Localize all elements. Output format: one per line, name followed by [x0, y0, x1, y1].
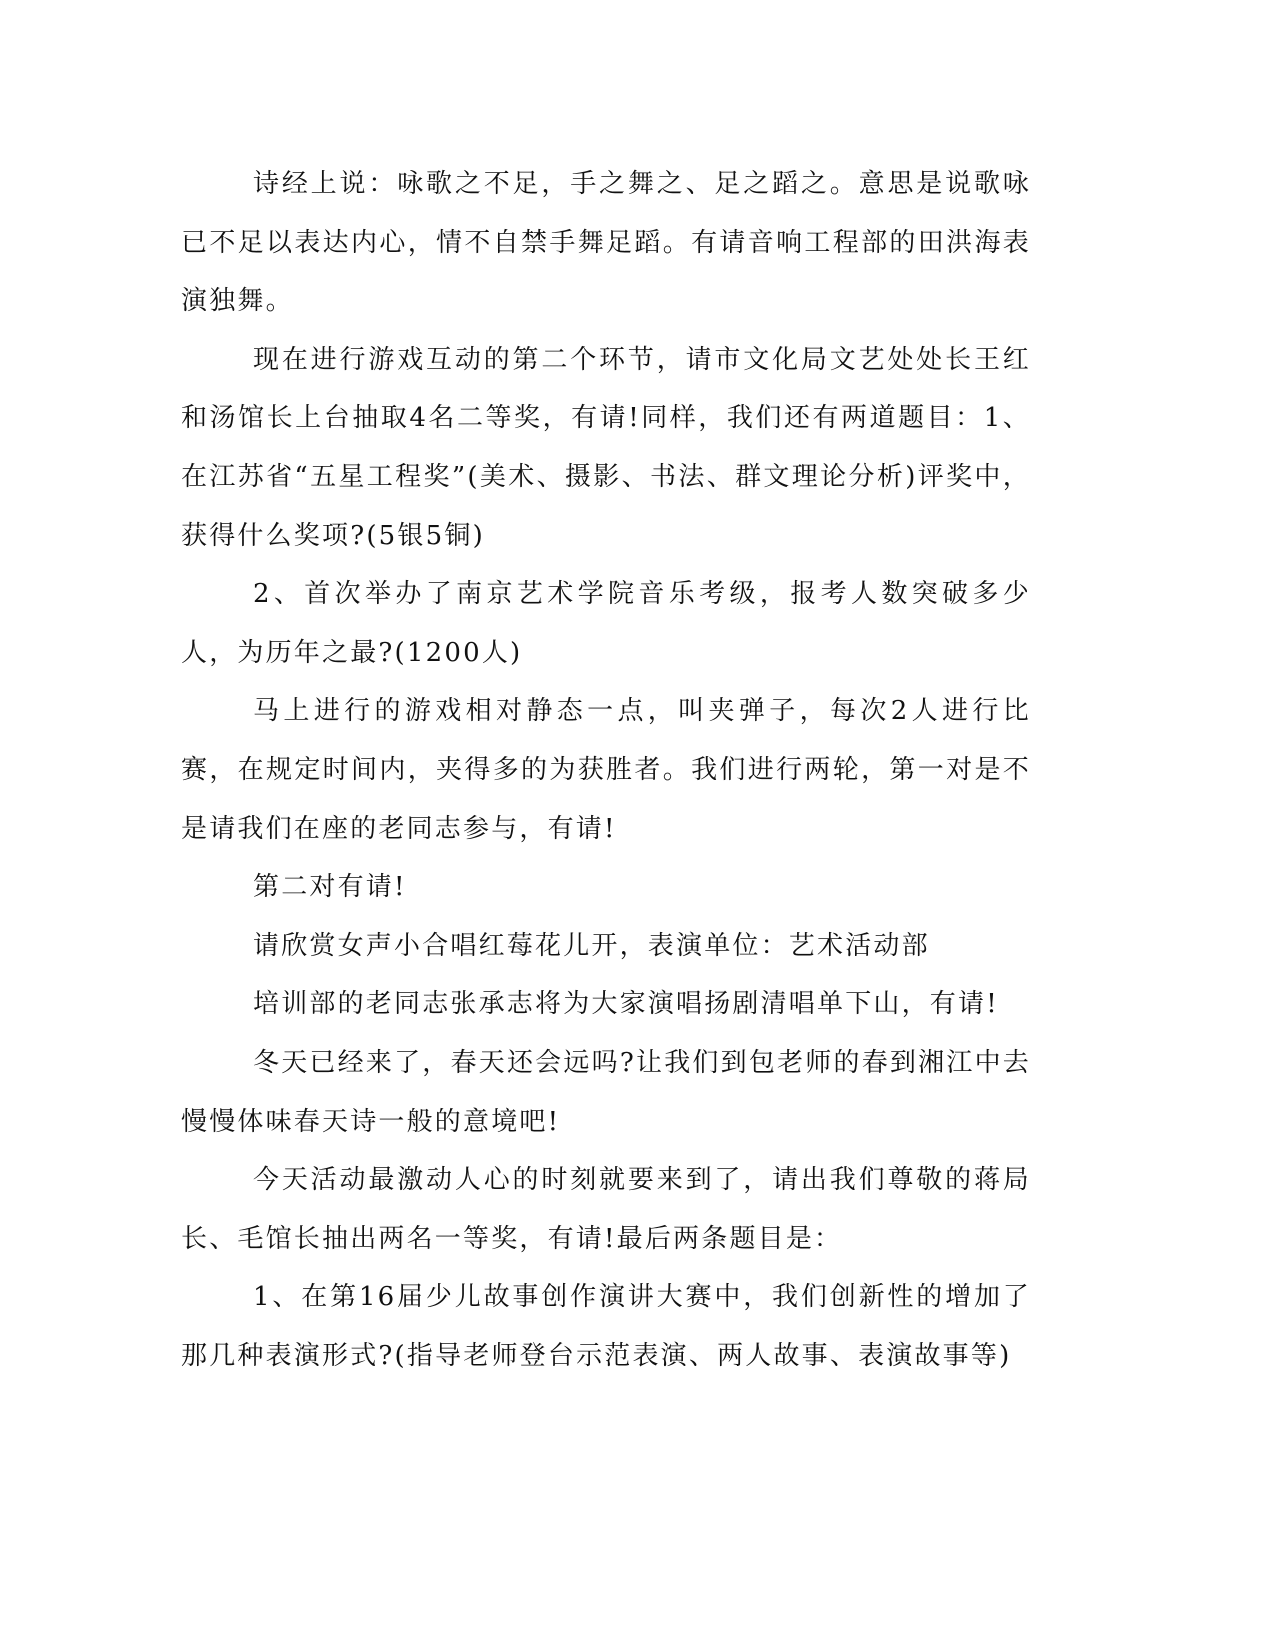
paragraph-spring: 冬天已经来了，春天还会远吗?让我们到包老师的春到湘江中去慢慢体味春天诗一般的意境吧!	[181, 1047, 1031, 1137]
paragraph-final-question-1: 1、在第16届少儿故事创作演讲大赛中，我们创新性的增加了那几种表演形式?(指导老师登台示范表演、两人故事、表演故事等)	[181, 1282, 1031, 1371]
paragraph-opera: 培训部的老同志张承志将为大家演唱扬剧清唱单下山，有请!	[253, 989, 999, 1020]
paragraph-second-round: 现在进行游戏互动的第二个环节，请市文化局文艺处处长王红和汤馆长上台抽取4名二等奖，有请!同样，我们还有两道题目：1、在江苏省“五星工程奖”(美术、摄影、书法、群文理论分析)评奖中，获得什么奖项?(5银5铜)	[181, 344, 1031, 551]
paragraph-poetry-dance: 诗经上说：咏歌之不足，手之舞之、足之蹈之。意思是说歌咏已不足以表达内心，情不自禁手舞足蹈。有请音响工程部的田洪海表演独舞。	[181, 169, 1031, 317]
paragraph-question-2: 2、首次举办了南京艺术学院音乐考级，报考人数突破多少人，为历年之最?(1200人)	[181, 579, 1031, 668]
document-body	[181, 155, 1031, 1385]
paragraph-marble-game: 马上进行的游戏相对静态一点，叫夹弹子，每次2人进行比赛，在规定时间内，夹得多的为获胜者。我们进行两轮，第一对是不是请我们在座的老同志参与，有请!	[181, 696, 1031, 844]
paragraph-first-prize: 今天活动最激动人心的时刻就要来到了，请出我们尊敬的蒋局长、毛馆长抽出两名一等奖，有请!最后两条题目是：	[181, 1165, 1031, 1254]
paragraph-chorus: 请欣赏女声小合唱红莓花儿开，表演单位：艺术活动部	[253, 930, 930, 961]
paragraph-second-pair: 第二对有请!	[253, 872, 407, 903]
